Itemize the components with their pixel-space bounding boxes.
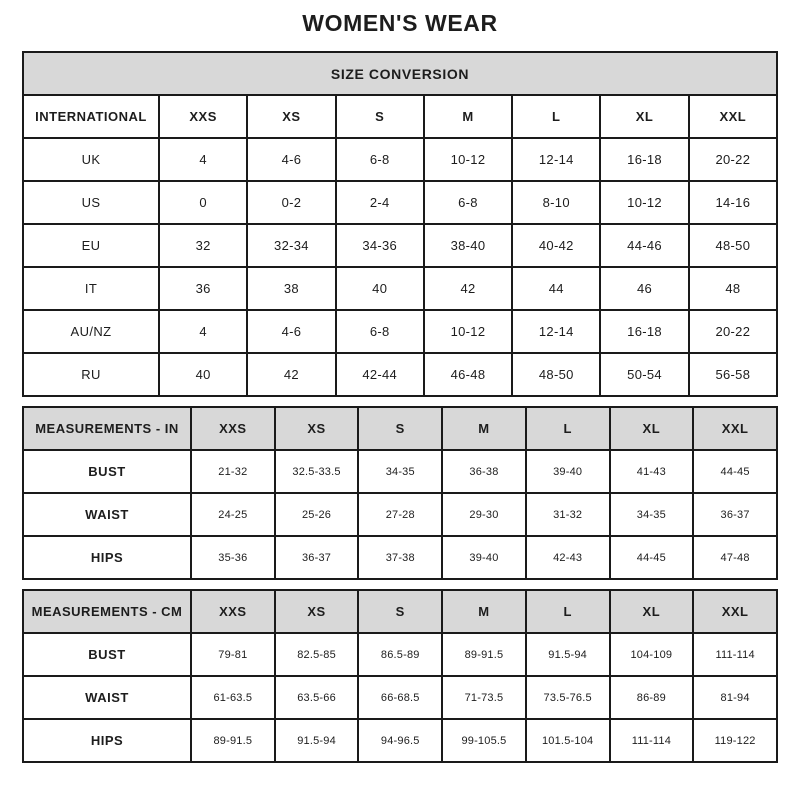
size-value: 0 bbox=[159, 181, 247, 224]
measurement-value: 35-36 bbox=[191, 536, 275, 579]
column-header-size: L bbox=[526, 407, 610, 450]
column-header-size: XXL bbox=[689, 95, 777, 138]
measurement-value: 61-63.5 bbox=[191, 676, 275, 719]
measurement-value: 25-26 bbox=[275, 493, 359, 536]
measurement-value: 91.5-94 bbox=[526, 633, 610, 676]
measurement-value: 99-105.5 bbox=[442, 719, 526, 762]
size-value: 48-50 bbox=[512, 353, 600, 396]
measurement-value: 41-43 bbox=[610, 450, 694, 493]
size-value: 40 bbox=[159, 353, 247, 396]
measurement-value: 86.5-89 bbox=[358, 633, 442, 676]
column-header-size: M bbox=[424, 95, 512, 138]
row-label: US bbox=[23, 181, 159, 224]
row-label: EU bbox=[23, 224, 159, 267]
column-header-size: XS bbox=[275, 590, 359, 633]
column-header-size: L bbox=[512, 95, 600, 138]
measurement-value: 81-94 bbox=[693, 676, 777, 719]
table-row bbox=[23, 633, 777, 676]
measurement-value: 71-73.5 bbox=[442, 676, 526, 719]
measurement-value: 104-109 bbox=[610, 633, 694, 676]
size-value: 16-18 bbox=[600, 310, 688, 353]
row-label: WAIST bbox=[23, 676, 191, 719]
table-banner-row bbox=[23, 52, 777, 95]
column-header-size: XXS bbox=[159, 95, 247, 138]
table-banner: MEASUREMENTS - IN bbox=[23, 407, 191, 450]
size-value: 48-50 bbox=[689, 224, 777, 267]
table-row bbox=[23, 536, 777, 579]
table-row bbox=[23, 310, 777, 353]
measurement-value: 24-25 bbox=[191, 493, 275, 536]
size-value: 40 bbox=[336, 267, 424, 310]
table-row bbox=[23, 676, 777, 719]
measurement-value: 34-35 bbox=[358, 450, 442, 493]
size-value: 4 bbox=[159, 310, 247, 353]
size-value: 48 bbox=[689, 267, 777, 310]
size-value: 14-16 bbox=[689, 181, 777, 224]
measurement-value: 44-45 bbox=[610, 536, 694, 579]
measurement-value: 39-40 bbox=[442, 536, 526, 579]
size-value: 20-22 bbox=[689, 310, 777, 353]
measurement-value: 66-68.5 bbox=[358, 676, 442, 719]
measurement-value: 111-114 bbox=[693, 633, 777, 676]
column-header-size: XXL bbox=[693, 590, 777, 633]
row-label: AU/NZ bbox=[23, 310, 159, 353]
measurement-value: 44-45 bbox=[693, 450, 777, 493]
size-value: 42-44 bbox=[336, 353, 424, 396]
column-header-size: S bbox=[358, 590, 442, 633]
table-row bbox=[23, 353, 777, 396]
table-row bbox=[23, 719, 777, 762]
table-banner: MEASUREMENTS - CM bbox=[23, 590, 191, 633]
size-value: 10-12 bbox=[424, 310, 512, 353]
column-header-size: XXL bbox=[693, 407, 777, 450]
column-header-size: M bbox=[442, 590, 526, 633]
size-value: 40-42 bbox=[512, 224, 600, 267]
measurement-value: 37-38 bbox=[358, 536, 442, 579]
column-header-size: S bbox=[336, 95, 424, 138]
measurement-value: 47-48 bbox=[693, 536, 777, 579]
size-value: 56-58 bbox=[689, 353, 777, 396]
column-header-size: XS bbox=[275, 407, 359, 450]
size-value: 38-40 bbox=[424, 224, 512, 267]
column-header-size: XL bbox=[600, 95, 688, 138]
table-row bbox=[23, 450, 777, 493]
size-value: 6-8 bbox=[336, 138, 424, 181]
measurement-value: 27-28 bbox=[358, 493, 442, 536]
size-value: 8-10 bbox=[512, 181, 600, 224]
size-value: 42 bbox=[424, 267, 512, 310]
size-value: 0-2 bbox=[247, 181, 335, 224]
measurement-value: 119-122 bbox=[693, 719, 777, 762]
column-header-size: L bbox=[526, 590, 610, 633]
size-conversion-table bbox=[22, 51, 778, 397]
row-label: HIPS bbox=[23, 719, 191, 762]
measurement-value: 32.5-33.5 bbox=[275, 450, 359, 493]
column-header-row bbox=[23, 95, 777, 138]
size-value: 16-18 bbox=[600, 138, 688, 181]
column-header-size: M bbox=[442, 407, 526, 450]
measurement-value: 36-37 bbox=[693, 493, 777, 536]
measurement-value: 31-32 bbox=[526, 493, 610, 536]
measurement-value: 29-30 bbox=[442, 493, 526, 536]
table-row bbox=[23, 181, 777, 224]
row-label: BUST bbox=[23, 633, 191, 676]
size-value: 12-14 bbox=[512, 310, 600, 353]
measurements-in-table bbox=[22, 406, 778, 580]
measurement-value: 36-38 bbox=[442, 450, 526, 493]
size-value: 20-22 bbox=[689, 138, 777, 181]
measurement-value: 89-91.5 bbox=[191, 719, 275, 762]
size-value: 38 bbox=[247, 267, 335, 310]
column-header-size: XXS bbox=[191, 407, 275, 450]
size-value: 6-8 bbox=[336, 310, 424, 353]
measurement-value: 39-40 bbox=[526, 450, 610, 493]
measurement-value: 82.5-85 bbox=[275, 633, 359, 676]
size-value: 12-14 bbox=[512, 138, 600, 181]
size-value: 4-6 bbox=[247, 310, 335, 353]
measurements-cm-table bbox=[22, 589, 778, 763]
size-value: 36 bbox=[159, 267, 247, 310]
measurement-value: 89-91.5 bbox=[442, 633, 526, 676]
size-value: 32 bbox=[159, 224, 247, 267]
size-value: 10-12 bbox=[600, 181, 688, 224]
size-value: 2-4 bbox=[336, 181, 424, 224]
column-header-size: S bbox=[358, 407, 442, 450]
row-label: IT bbox=[23, 267, 159, 310]
measurement-value: 86-89 bbox=[610, 676, 694, 719]
measurement-value: 79-81 bbox=[191, 633, 275, 676]
table-row bbox=[23, 267, 777, 310]
measurement-value: 63.5-66 bbox=[275, 676, 359, 719]
measurement-value: 111-114 bbox=[610, 719, 694, 762]
size-value: 34-36 bbox=[336, 224, 424, 267]
table-banner: SIZE CONVERSION bbox=[23, 52, 777, 95]
row-label: WAIST bbox=[23, 493, 191, 536]
measurement-value: 42-43 bbox=[526, 536, 610, 579]
table-row bbox=[23, 224, 777, 267]
size-value: 50-54 bbox=[600, 353, 688, 396]
table-row bbox=[23, 493, 777, 536]
size-value: 44 bbox=[512, 267, 600, 310]
row-label: RU bbox=[23, 353, 159, 396]
size-value: 46-48 bbox=[424, 353, 512, 396]
column-header-region: INTERNATIONAL bbox=[23, 95, 159, 138]
size-value: 32-34 bbox=[247, 224, 335, 267]
table-row bbox=[23, 138, 777, 181]
size-value: 46 bbox=[600, 267, 688, 310]
column-header-size: XXS bbox=[191, 590, 275, 633]
measurement-value: 91.5-94 bbox=[275, 719, 359, 762]
measure-header-row bbox=[23, 407, 777, 450]
size-value: 10-12 bbox=[424, 138, 512, 181]
measurement-value: 34-35 bbox=[610, 493, 694, 536]
measurement-value: 73.5-76.5 bbox=[526, 676, 610, 719]
measure-header-row bbox=[23, 590, 777, 633]
size-value: 44-46 bbox=[600, 224, 688, 267]
row-label: BUST bbox=[23, 450, 191, 493]
measurement-value: 101.5-104 bbox=[526, 719, 610, 762]
column-header-size: XS bbox=[247, 95, 335, 138]
size-value: 42 bbox=[247, 353, 335, 396]
size-value: 4-6 bbox=[247, 138, 335, 181]
column-header-size: XL bbox=[610, 407, 694, 450]
measurement-value: 94-96.5 bbox=[358, 719, 442, 762]
column-header-size: XL bbox=[610, 590, 694, 633]
size-value: 4 bbox=[159, 138, 247, 181]
size-value: 6-8 bbox=[424, 181, 512, 224]
page-title: WOMEN'S WEAR bbox=[302, 10, 498, 36]
row-label: HIPS bbox=[23, 536, 191, 579]
row-label: UK bbox=[23, 138, 159, 181]
measurement-value: 36-37 bbox=[275, 536, 359, 579]
measurement-value: 21-32 bbox=[191, 450, 275, 493]
